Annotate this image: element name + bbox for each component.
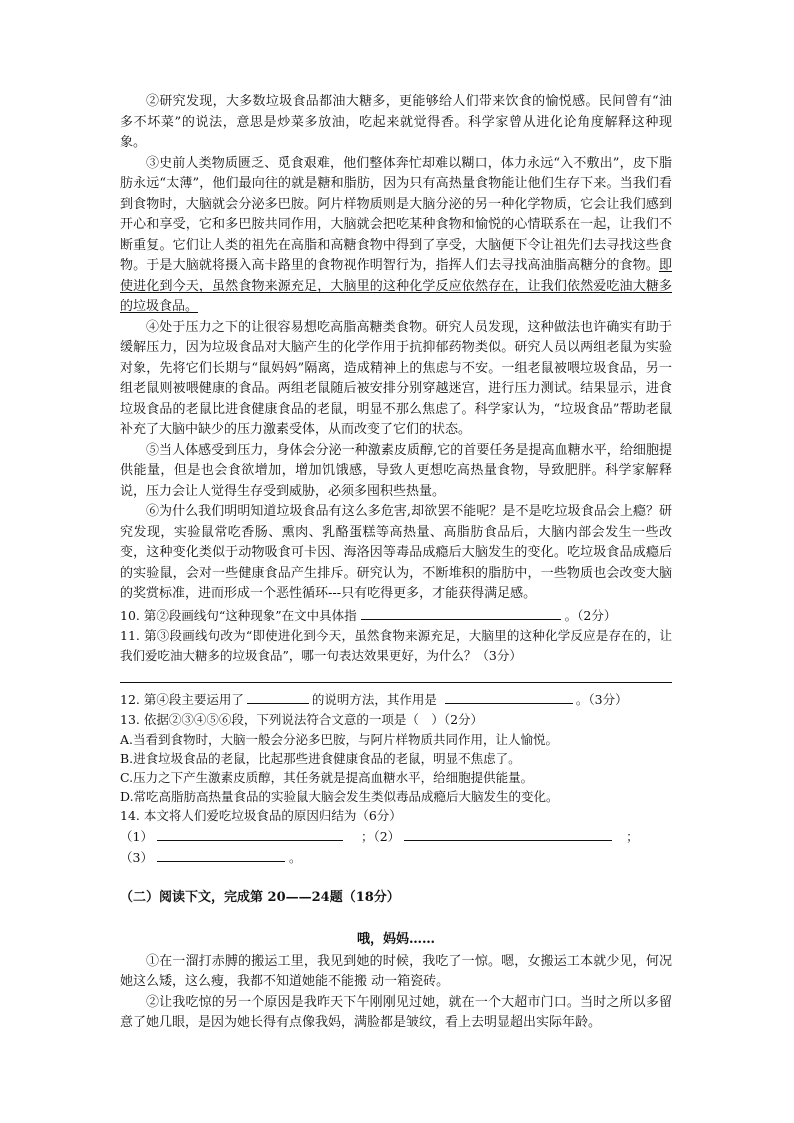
answer-blank-12b[interactable]	[445, 689, 573, 704]
answer-blank-14-2[interactable]	[404, 826, 612, 841]
q14-label-3: （3）	[120, 849, 153, 865]
question-12-score: 。（3分）	[575, 691, 628, 707]
answer-blank-14-1[interactable]	[157, 826, 343, 841]
question-10	[120, 605, 672, 626]
question-14-blanks-row-2	[120, 847, 672, 868]
option-c[interactable]: C.压力之下产生激素皮质醇，其任务就是提高血糖水平，给细胞提供能量。	[120, 769, 534, 785]
option-a[interactable]: A.当看到食物时，大脑一般会分泌多巴胺，与阿片样物质共同作用，让人愉悦。	[120, 731, 559, 747]
question-14: 14. 本文将人们爱吃垃圾食品的原因归结为（6分）	[120, 807, 402, 823]
q14-label-1: （1）	[120, 828, 153, 844]
question-13: 13. 依据②③④⑤⑥段，下列说法符合文意的一项是（ ）（2分）	[120, 711, 484, 727]
paragraph-5: ⑤当人体感受到压力，身体会分泌一种激素皮质醇,它的首要任务是提高血糖水平，给细胞提供能量，但是也会食欲增加，增加饥饿感，导致人更想吃高热量食物，导致肥胖。科学家解释说，压力会让人觉得生存受到威胁，必须多囤积些热量。	[120, 442, 672, 499]
story-paragraph-2: ②让我吃惊的另一个原因是我昨天下午刚刚见过她，就在一个大超市门口。当时之所以多留意了她几眼，是因为她长得有点像我妈，满脸都是皱纹，看上去明显超出实际年龄。	[120, 994, 672, 1030]
section-2-heading: （二）阅读下文，完成第 20——24题（18分）	[120, 889, 400, 905]
story-paragraph-1: ①在一溜打赤膊的搬运工里，我见到她的时候，我吃了一惊。嗯，女搬运工本就少见，何况她这么矮，这么瘦，我都不知道她能不能搬 动一箱瓷砖。	[120, 953, 672, 989]
question-12-text-a: 12. 第④段主要运用了	[120, 691, 244, 707]
answer-blank-12a[interactable]	[247, 689, 309, 704]
option-b[interactable]: B.进食垃圾食品的老鼠，比起那些进食健康食品的老鼠，明显不焦虑了。	[120, 750, 521, 766]
answer-line-11[interactable]	[120, 670, 672, 683]
story-title: 哦，妈妈……	[356, 931, 435, 947]
answer-blank-14-3[interactable]	[157, 847, 285, 862]
paragraph-4: ④处于压力之下的让很容易想吃高脂高糖类食物。研究人员发现，这种做法也许确实有助于缓解压力，因为垃圾食品对大脑产生的化学作用于抗抑郁药物类似。研究人员以两组老鼠为实验对象，先将它们长期与“鼠妈妈”隔离，造成精神上的焦虑与不安。一组老鼠被喂垃圾食品，另一组老鼠则被喂健康的食品。两组老鼠随后被安排分别穿越迷宫，进行压力测试。结果显示，进食垃圾食品的老鼠比进食健康食品的老鼠，明显不那么焦虑了。科学家认为，“垃圾食品”帮助老鼠补充了大脑中缺少的压力激素受体，从而改变了它们的状态。	[120, 319, 672, 437]
option-d[interactable]: D.常吃高脂肪高热量食品的实验鼠大脑会发生类似毒品成瘾后大脑发生的变化。	[120, 788, 559, 804]
question-10-text: 10. 第②段画线句“这种现象”在文中具体指	[120, 607, 357, 623]
paragraph-2: ②研究发现，大多数垃圾食品都油大糖多，更能够给人们带来饮食的愉悦感。民间曾有“油多不坏菜”的说法，意思是炒菜多放油，吃起来就觉得香。科学家曾从进化论角度解释这种现象。	[120, 94, 672, 150]
question-11: 11. 第③段画线句改为“即使进化到今天，虽然食物来源充足，大脑里的这种化学反应是存在的，让我们爱吃油大糖多的垃圾食品”，哪一句表达效果更好，为什么？（3分）	[120, 627, 672, 663]
question-12-text-b: 的说明方法，其作用是	[311, 691, 437, 707]
paragraph-6: ⑥为什么我们明明知道垃圾食品有这么多危害,却欲罢不能呢？是不是吃垃圾食品会上瘾？研究发现，实验鼠常吃香肠、熏肉、乳酪蛋糕等高热量、高脂肪食品后，大脑内部会发生一些改变，这种变化类似于动物吸食可卡因、海洛因等毒品成瘾后大脑发生的变化。吃垃圾食品成瘾后的实验鼠，会对一些健康食品产生排斥。研究认为，不断堆积的脂肪中，一些物质也会改变大脑的奖赏标准，进而形成一个恶性循环---只有吃得更多，才能获得满足感。	[120, 504, 672, 601]
paragraph-3-underlined-sentence: 即使进化到今天，虽然食物来源充足，大脑里的这种化学反应依然存在，让我们依然爱吃油大糖多的垃圾食品。	[120, 258, 672, 314]
q14-end: 。	[288, 849, 302, 865]
paragraph-3	[120, 154, 672, 318]
question-14-blanks-row-1	[120, 826, 672, 847]
question-10-score: 。（2分）	[564, 607, 617, 623]
question-12	[120, 689, 672, 710]
q14-label-2: ；（2）	[360, 828, 401, 844]
answer-blank-10[interactable]	[361, 605, 561, 620]
paragraph-3-text: ③史前人类物质匮乏、觅食艰难，他们整体奔忙却难以糊口，体力永远“入不敷出”，皮下脂肪永远“太薄”，他们最向往的就是糖和脂肪，因为只有高热量食物能让他们生存下来。当我们看到食物时，大脑就会分泌多巴胺。阿片样物质则是大脑分泌的另一种化学物质，它会让我们感到开心和享受，它和多巴胺共同作用，大脑就会把吃某种食物和愉悦的心情联系在一起，让我们不断重复。它们让人类的祖先在高脂和高糖食物中得到了享受，大脑便下令让祖先们去寻找这些食物。于是大脑就将摄入高卡路里的食物视作明智行为，指挥人们去寻找高油脂高糖分的食物。	[120, 155, 672, 273]
exam-page	[120, 92, 672, 1034]
q14-separator: ；	[626, 828, 639, 844]
